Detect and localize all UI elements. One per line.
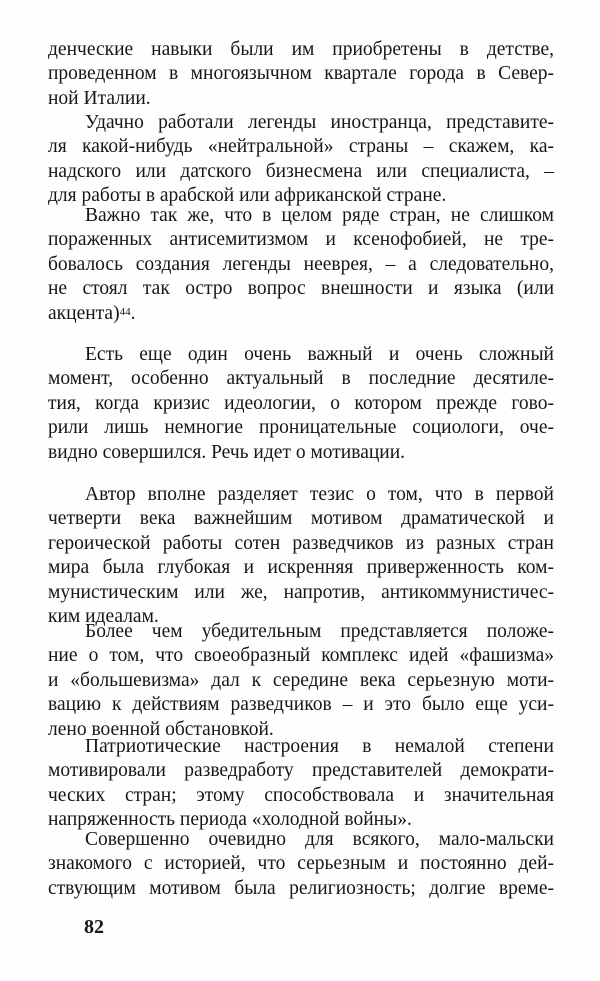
text-line: бовалось создания легенды нееврея, – а следовательно, xyxy=(48,253,554,275)
text-line: пораженных антисемитизмом и ксенофобией, не тре- xyxy=(48,229,554,251)
paragraph-3 xyxy=(48,204,554,326)
text-line: для работы в арабской или африканской стране. xyxy=(48,185,447,207)
text-line: рили лишь немногие проницательные социологи, оче- xyxy=(48,417,554,439)
paragraph-2 xyxy=(48,111,554,209)
text-line: мира была глубокая и искренняя приверженность ком- xyxy=(48,557,554,579)
text-line: напряженность периода «холодной войны». xyxy=(48,809,412,831)
text-line: проведенном в многоязычном квартале города в Север- xyxy=(48,63,554,85)
text-line: вацию к действиям разведчиков – и это было еще уси- xyxy=(48,694,554,716)
text-line: Совершенно очевидно для всякого, мало-мальски xyxy=(85,829,554,850)
text-line: Удачно работали легенды иностранца, представите- xyxy=(85,112,554,133)
text-line: момент, особенно актуальный в последние десятиле- xyxy=(48,368,554,390)
text-line: мунистическим или же, напротив, антикоммунистичес- xyxy=(48,581,554,603)
text-line: надского или датского бизнесмена или специалиста, – xyxy=(48,160,554,182)
text-fragment: . xyxy=(130,302,136,324)
paragraph-1 xyxy=(48,38,554,111)
text-line: ким идеалам. xyxy=(48,605,159,627)
text-line: и «большевизма» дал к середине века серьезную моти- xyxy=(48,669,554,691)
text-line: не стоял так остро вопрос внешности и языка (или xyxy=(48,278,554,300)
text-line: мотивировали разведработу представителей демократи- xyxy=(48,760,554,782)
text-line: ствующим мотивом была религиозность; долгие време- xyxy=(48,877,554,899)
footnote-reference[interactable]: 44 xyxy=(119,305,131,318)
text-line: Важно так же, что в целом ряде стран, не слишком xyxy=(85,205,554,226)
paragraph-8 xyxy=(48,828,554,901)
paragraph-6 xyxy=(48,620,554,742)
paragraph-5 xyxy=(48,483,554,629)
paragraph-4 xyxy=(48,343,554,465)
text-line: денческие навыки были им приобретены в детстве, xyxy=(48,39,554,60)
text-line: ной Италии. xyxy=(48,87,151,109)
text-line: ческих стран; этому способствовала и значительная xyxy=(48,784,554,806)
text-line: ля какой-нибудь «нейтральной» страны – скажем, ка- xyxy=(48,136,554,158)
text-line: Более чем убедительным представляется положе- xyxy=(85,621,554,642)
text-fragment: акцента) xyxy=(48,302,120,324)
text-line: четверти века важнейшим мотивом драматической и xyxy=(48,508,554,530)
text-line: Патриотические настроения в немалой степени xyxy=(85,736,554,757)
text-line: ние о том, что своеобразный комплекс идей «фашизма» xyxy=(48,645,554,667)
text-line: знакомого с историей, что серьезным и постоянно дей- xyxy=(48,853,554,875)
text-line: лено военной обстановкой. xyxy=(48,718,274,740)
paragraph-7 xyxy=(48,735,554,833)
text-line: героической работы сотен разведчиков из разных стран xyxy=(48,532,554,554)
text-line: тия, когда кризис идеологии, о котором прежде гово- xyxy=(48,392,554,414)
text-line: видно совершился. Речь идет о мотивации. xyxy=(48,441,406,463)
text-line: Есть еще один очень важный и очень сложный xyxy=(85,344,554,365)
text-line: Автор вполне разделяет тезис о том, что в первой xyxy=(85,484,554,505)
page-number: 82 xyxy=(84,916,104,938)
text-line-with-footnote xyxy=(48,302,554,326)
